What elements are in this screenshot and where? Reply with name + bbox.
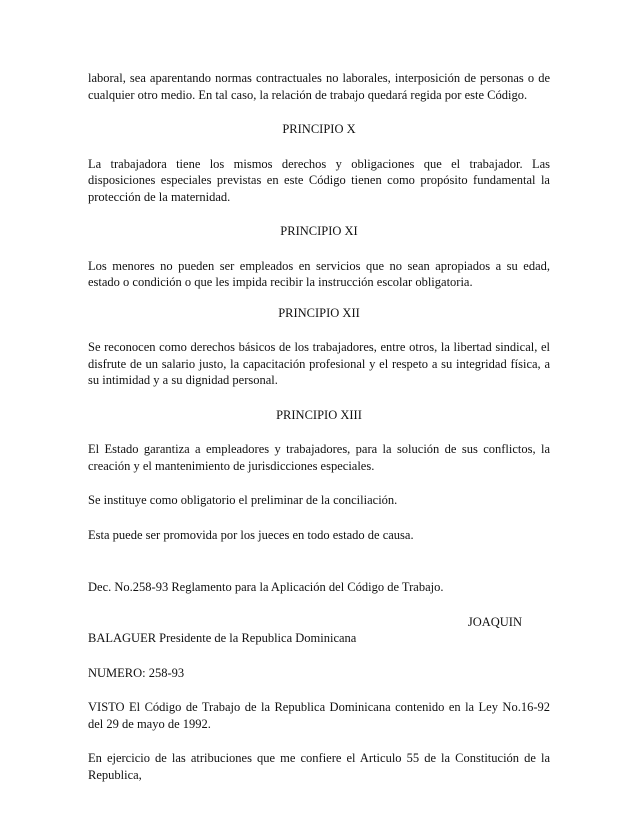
promovida-paragraph: Esta puede ser promovida por los jueces en todo estado de causa.	[88, 527, 414, 542]
ejercicio-paragraph: En ejercicio de las atribuciones que me confiere el Articulo 55 de la Constitución de la Republica,	[88, 751, 550, 782]
principio-xi-paragraph: Los menores no pueden ser empleados en servicios que no sean apropiados a su edad, estado o condición o que les impida recibir la instrucción escolar obligatoria.	[88, 258, 550, 289]
heading-principio-x: PRINCIPIO X	[282, 122, 356, 136]
document-page	[88, 70, 550, 783]
signature-first-name: JOAQUIN	[467, 614, 522, 629]
signature-line: BALAGUER Presidente de la Republica Dominicana	[88, 631, 357, 645]
heading-principio-xi: PRINCIPIO XI	[280, 224, 358, 238]
principio-x-paragraph: La trabajadora tiene los mismos derechos y obligaciones que el trabajador. Las disposiciones especiales previstas en este Código tienen como propósito fundamental la protección de la maternidad.	[88, 156, 550, 204]
heading-principio-xii: PRINCIPIO XII	[278, 305, 360, 320]
conciliacion-paragraph: Se instituye como obligatorio el preliminar de la conciliación.	[88, 493, 398, 507]
principio-xii-paragraph: Se reconocen como derechos básicos de los trabajadores, entre otros, la libertad sindical, el disfrute de un salario justo, la capacitación profesional y el respeto a su integridad física, a su intimidad y a su dignidad personal.	[88, 340, 550, 387]
heading-principio-xiii: PRINCIPIO XIII	[276, 407, 362, 422]
decree-number: NUMERO: 258-93	[88, 665, 185, 680]
visto-paragraph: VISTO El Código de Trabajo de la Republica Dominicana contenido en la Ley No.16-92 del 29 de mayo de 1992.	[88, 700, 550, 731]
principio-xiii-paragraph: El Estado garantiza a empleadores y trabajadores, para la solución de sus conflictos, la creación y el mantenimiento de jurisdicciones especiales.	[88, 442, 550, 473]
decree-title: Dec. No.258-93 Reglamento para la Aplicación del Código de Trabajo.	[88, 580, 444, 594]
intro-paragraph: laboral, sea aparentando normas contractuales no laborales, interposición de personas o de cualquier otro medio. En tal caso, la relación de trabajo quedará regida por este Código.	[88, 71, 550, 102]
